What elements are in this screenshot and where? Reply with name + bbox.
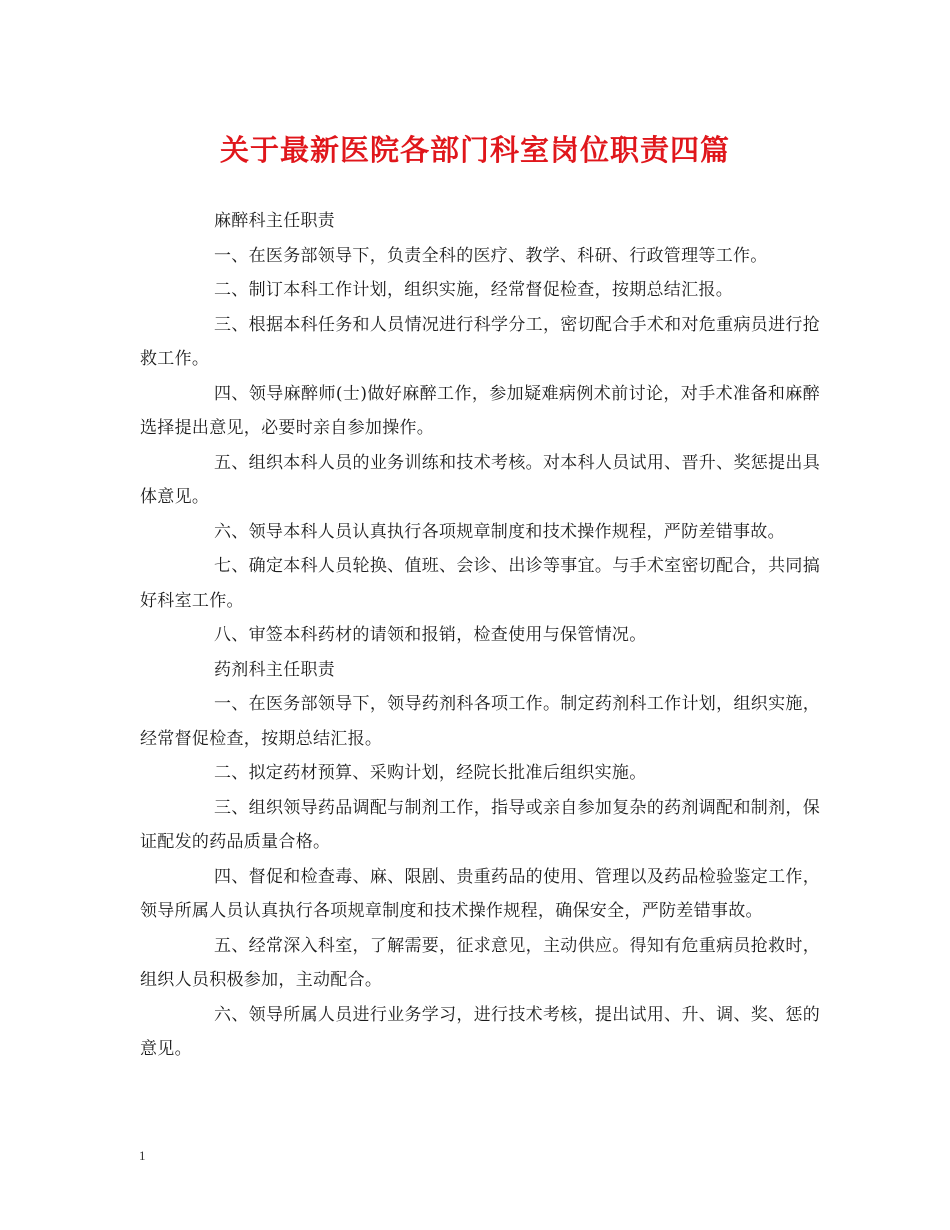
- paragraph: 二、制订本科工作计划，组织实施，经常督促检查，按期总结汇报。: [214, 280, 733, 300]
- page-number: 1: [139, 1148, 146, 1163]
- paragraph: 五、组织本科人员的业务训练和技术考核。对本科人员试用、晋升、奖惩提出具体意见。: [140, 452, 820, 507]
- paragraph: 四、督促和检查毒、麻、限剧、贵重药品的使用、管理以及药品检验鉴定工作，领导所属人员认真执行各项规章制度和技术操作规程，确保安全，严防差错事故。: [140, 866, 820, 921]
- paragraph: 一、在医务部领导下，领导药剂科各项工作。制定药剂科工作计划，组织实施，经常督促检查，按期总结汇报。: [140, 694, 820, 749]
- document-body: [140, 204, 820, 1067]
- paragraph: 八、审签本科药材的请领和报销，检查使用与保管情况。: [214, 625, 647, 645]
- section-heading-pharmacy: 药剂科主任职责: [214, 659, 336, 680]
- paragraph: 一、在医务部领导下，负责全科的医疗、教学、科研、行政管理等工作。: [214, 245, 768, 266]
- paragraph: 二、拟定药材预算、采购计划，经院长批准后组织实施。: [214, 763, 647, 783]
- paragraph: 五、经常深入科室，了解需要，征求意见，主动供应。得知有危重病员抢救时，组织人员积极参加，主动配合。: [140, 935, 820, 990]
- paragraph: 四、领导麻醉师(士)做好麻醉工作，参加疑难病例术前讨论，对手术准备和麻醉选择提出意见，必要时亲自参加操作。: [140, 383, 820, 438]
- section-heading-anesthesia: 麻醉科主任职责: [214, 211, 336, 231]
- paragraph: 六、领导所属人员进行业务学习，进行技术考核，提出试用、升、调、奖、惩的意见。: [140, 1004, 820, 1059]
- paragraph: 三、组织领导药品调配与制剂工作，指导或亲自参加复杂的药剂调配和制剂，保证配发的药品质量合格。: [140, 797, 820, 852]
- paragraph: 七、确定本科人员轮换、值班、会诊、出诊等事宜。与手术室密切配合，共同搞好科室工作。: [140, 556, 820, 611]
- paragraph: 六、领导本科人员认真执行各项规章制度和技术操作规程，严防差错事故。: [214, 521, 785, 542]
- document-title: 关于最新医院各部门科室岗位职责四篇: [219, 133, 730, 167]
- paragraph: 三、根据本科任务和人员情况进行科学分工，密切配合手术和对危重病员进行抢救工作。: [140, 314, 820, 369]
